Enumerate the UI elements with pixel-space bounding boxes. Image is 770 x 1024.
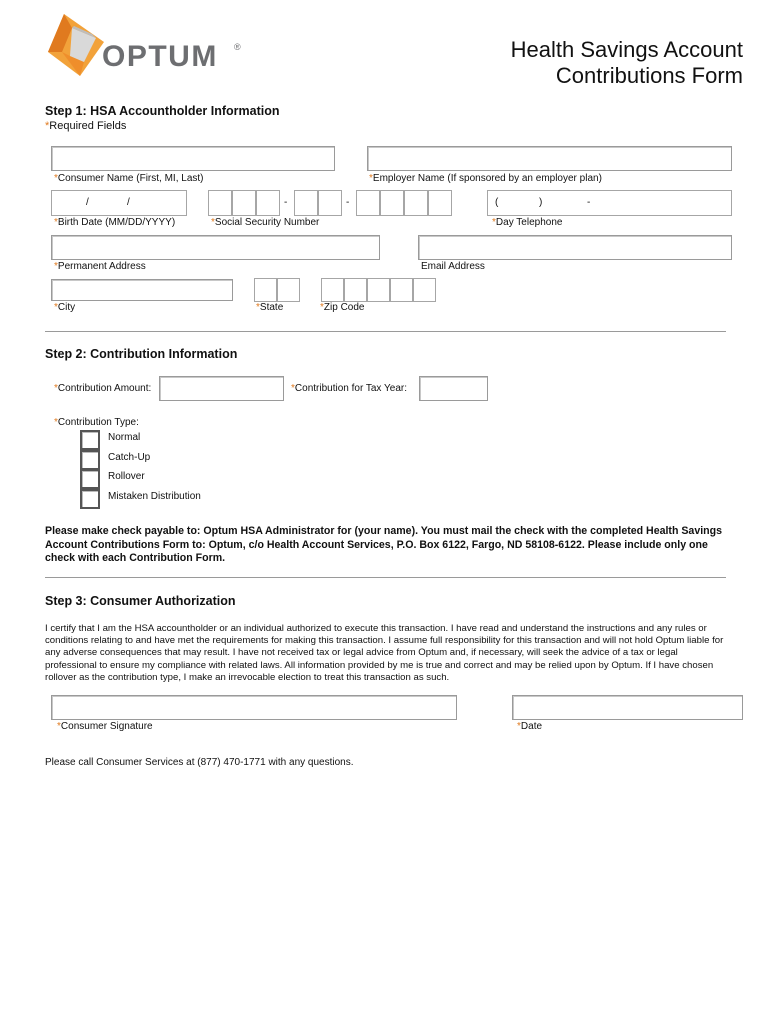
state-label-text: State [259,302,284,313]
tax-year-field[interactable] [419,376,488,401]
ssn-label [211,217,319,228]
email-address-label: Email Address [421,261,485,272]
ssn-separator: - [284,197,288,208]
title-line-1: Health Savings Account [510,37,743,62]
permanent-address-field[interactable] [51,235,380,260]
required-marker: * [54,302,58,313]
zip-code-label-text: Zip Code [323,302,365,313]
zip-digit-field[interactable] [321,278,344,302]
phone-open-paren: ( [495,197,499,208]
date-field[interactable] [512,695,743,720]
consumer-signature-label-text: Consumer Signature [60,721,153,732]
ssn-digit-field[interactable] [356,190,380,216]
normal-option-label: Normal [108,432,141,443]
rollover-option-label: Rollover [108,471,145,482]
contribution-type-label-text: Contribution Type: [57,417,139,428]
step3-heading: Step 3: Consumer Authorization [45,594,236,608]
step2-heading: Step 2: Contribution Information [45,347,238,361]
ssn-digit-field[interactable] [428,190,452,216]
phone-dash: - [587,197,591,208]
page-title [511,37,743,89]
tax-year-label-text: Contribution for Tax Year: [294,383,408,394]
catch-up-checkbox[interactable] [80,450,100,470]
tax-year-label [291,383,407,394]
required-marker: * [517,721,521,732]
required-marker: * [54,217,58,228]
ssn-digit-field[interactable] [380,190,404,216]
optum-logo [44,12,254,82]
email-address-field[interactable] [418,235,732,260]
birth-date-field[interactable] [51,190,187,216]
consumer-name-label [54,173,204,184]
required-marker: * [492,217,496,228]
consumer-name-label-text: Consumer Name (First, MI, Last) [57,173,204,184]
day-telephone-label-text: Day Telephone [495,217,563,228]
day-telephone-label [492,217,562,228]
city-field[interactable] [51,279,233,301]
consumer-signature-label [57,721,153,732]
contribution-amount-field[interactable] [159,376,284,401]
ssn-digit-field[interactable] [232,190,256,216]
required-marker: * [54,173,58,184]
required-marker: * [54,261,58,272]
logo-text: OPTUM [102,40,218,73]
zip-digit-field[interactable] [413,278,436,302]
contribution-amount-label [54,383,151,394]
birth-date-label [54,217,175,228]
state-label [256,302,283,313]
required-marker: * [45,120,50,132]
state-char-field[interactable] [254,278,277,302]
required-marker: * [320,302,324,313]
mistaken-distribution-checkbox[interactable] [80,489,100,509]
birth-date-separator: / [127,197,130,208]
required-note [45,120,126,132]
certification-text: I certify that I am the HSA accountholder or an individual authorized to execute this transaction. I have read and understand the instructions and any rules or conditions relating to and have met the requirements for making this transaction. I assume full responsibility for this transaction and will not hold Optum liable for any adverse consequences that may result. I have not received tax or legal advice from Optum and, if necessary, will seek the advice of a tax or legal professional to ensure my compliance with related laws. All information provided by me is true and correct and may be relied upon by Optum. If I have chosen rollover as the contribution type, I make an irrevocable election to treat this transaction as such. [45,623,724,683]
rollover-checkbox[interactable] [80,469,100,489]
permanent-address-label-text: Permanent Address [57,261,146,272]
required-marker: * [211,217,215,228]
employer-name-label-text: Employer Name (If sponsored by an employer plan) [372,173,602,184]
required-note-text: Required Fields [49,120,127,132]
consumer-services-note: Please call Consumer Services at (877) 470-1771 with any questions. [45,757,354,768]
required-marker: * [54,417,58,428]
section-divider [45,331,726,332]
day-telephone-field[interactable] [487,190,732,216]
title-line-2: Contributions Form [555,63,743,88]
contribution-amount-label-text: Contribution Amount: [57,383,152,394]
permanent-address-label [54,261,146,272]
step1-heading: Step 1: HSA Accountholder Information [45,104,280,118]
contribution-type-label [54,417,139,428]
consumer-signature-field[interactable] [51,695,457,720]
mistaken-distribution-option-label: Mistaken Distribution [108,491,201,502]
employer-name-label [369,173,602,184]
required-marker: * [256,302,260,313]
city-label [54,302,75,313]
normal-checkbox[interactable] [80,430,100,450]
zip-digit-field[interactable] [367,278,390,302]
required-marker: * [369,173,373,184]
required-marker: * [54,383,58,394]
zip-digit-field[interactable] [390,278,413,302]
zip-digit-field[interactable] [344,278,367,302]
ssn-digit-field[interactable] [208,190,232,216]
section-divider [45,577,726,578]
city-label-text: City [57,302,76,313]
ssn-digit-field[interactable] [404,190,428,216]
date-label [517,721,542,732]
ssn-digit-field[interactable] [256,190,280,216]
ssn-digit-field[interactable] [294,190,318,216]
date-label-text: Date [520,721,543,732]
consumer-name-field[interactable] [51,146,335,171]
ssn-digit-field[interactable] [318,190,342,216]
registered-mark: ® [234,42,241,52]
ssn-label-text: Social Security Number [214,217,320,228]
ssn-separator: - [346,197,350,208]
check-payable-note: Please make check payable to: Optum HSA Administrator for (your name). You must mail the check with the completed Health Savings Account Contributions Form to: Optum, c/o Health Account Services, P.O. Box 6122, Fargo, ND 58108-6122. Please include only one check with each Contribution Form. [45,525,722,564]
catch-up-option-label: Catch-Up [108,452,151,463]
zip-code-label [320,302,364,313]
phone-close-paren: ) [539,197,543,208]
required-marker: * [57,721,61,732]
birth-date-label-text: Birth Date (MM/DD/YYYY) [57,217,176,228]
required-marker: * [291,383,295,394]
state-char-field[interactable] [277,278,300,302]
employer-name-field[interactable] [367,146,732,171]
birth-date-separator: / [86,197,89,208]
